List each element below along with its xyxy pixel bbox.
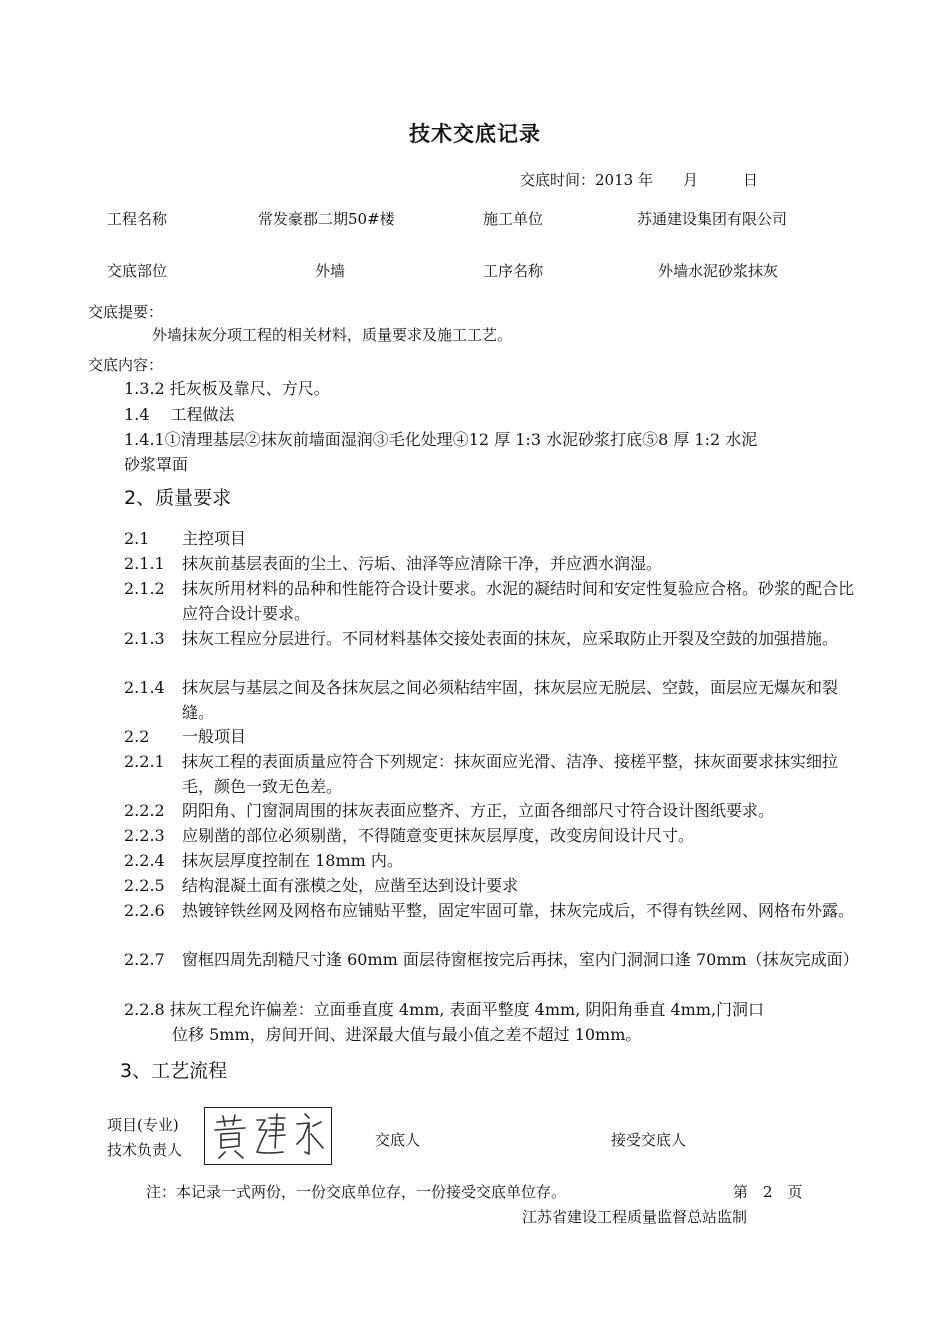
- content-line-1-4: 1.4 工程做法: [124, 405, 235, 424]
- item-number: 2.2.5: [124, 876, 165, 895]
- item-number: 2.1: [124, 529, 150, 548]
- item-number: 2.2.3: [124, 826, 165, 845]
- item-number: 2.1.4: [124, 678, 165, 697]
- item-2-2-8-cont: 位移 5mm，房间开间、进深最大值与最小值之差不超过 10mm。: [172, 1025, 642, 1044]
- construction-unit-label: 施工单位: [483, 210, 544, 228]
- content-line-1-4-1: 1.4.1①清理基层②抹灰前墙面湿润③毛化处理④12 厚 1:3 水泥砂浆打底⑤8 厚 1:2 水泥: [124, 430, 758, 449]
- item-number: 2.1.3: [124, 629, 165, 648]
- item-number: 2.2.1: [124, 752, 165, 771]
- item-text: 抹灰所用材料的品种和性能符合设计要求。水泥的凝结时间和安定性复验应合格。砂浆的配合比应符合设计要求。: [182, 579, 855, 623]
- item-text: 热镀锌铁丝网及网格布应铺贴平整，固定牢固可靠，抹灰完成后，不得有铁丝网、网格布外露。: [182, 901, 855, 920]
- item-text: 窗框四周先刮糙尺寸逢 60mm 面层待窗框按完后再抹，室内门洞洞口逢 70mm（抹灰完成面）: [182, 950, 859, 969]
- summary-label: 交底提要：: [88, 303, 164, 321]
- footer-note: 注：本记录一式两份，一份交底单位存，一份接受交底单位存。: [146, 1183, 567, 1201]
- item-number: 2.2.2: [124, 801, 165, 820]
- item-text: 抹灰前基层表面的尘土、污垢、油泽等应清除干净，并应洒水润湿。: [182, 554, 663, 573]
- process-name-value: 外墙水泥砂浆抹灰: [658, 262, 779, 280]
- item-text: 阴阳角、门窗洞周围的抹灰表面应整齐、方正，立面各细部尺寸符合设计图纸要求。: [182, 801, 775, 820]
- project-name-label: 工程名称: [107, 210, 168, 228]
- item-text: 结构混凝土面有涨模之处，应凿至达到设计要求: [182, 876, 519, 895]
- item-number: 2.2.4: [124, 851, 165, 870]
- item-text: 抹灰层厚度控制在 18mm 内。: [182, 851, 403, 870]
- section-3-heading: 3、工艺流程: [120, 1060, 228, 1082]
- content-line-1-4-1-cont: 砂浆罩面: [124, 455, 189, 474]
- section-2-heading: 2、质量要求: [124, 487, 232, 509]
- item-text: 主控项目: [182, 529, 247, 548]
- tech-lead-label-line1: 项目(专业): [107, 1116, 179, 1134]
- item-text: 抹灰层与基层之间及各抹灰层之间必须粘结牢固，抹灰层应无脱层、空鼓，面层应无爆灰和裂缝。: [182, 678, 839, 722]
- page-number: 第 2 页: [733, 1183, 803, 1201]
- item-number: 2.1.1: [124, 554, 165, 573]
- disclosure-date: 交底时间：2013 年 月 日: [520, 171, 758, 189]
- item-text: 抹灰工程应分层进行。不同材料基体交接处表面的抹灰，应采取防止开裂及空鼓的加强措施。: [182, 629, 839, 648]
- handwritten-signature: [205, 1108, 331, 1164]
- item-number: 2.2.7: [124, 950, 165, 969]
- supervisor-credit: 江苏省建设工程质量监督总站监制: [522, 1208, 748, 1226]
- disclosure-part-label: 交底部位: [107, 262, 168, 280]
- page-title: 技术交底记录: [409, 122, 541, 146]
- receiver-label: 接受交底人: [611, 1131, 687, 1149]
- item-number: 2.2: [124, 727, 150, 746]
- item-text: 一般项目: [182, 727, 247, 746]
- project-name-value: 常发豪郡二期50#楼: [258, 210, 395, 228]
- content-line-1-3-2: 1.3.2 托灰板及靠尺、方尺。: [124, 379, 330, 398]
- item-number: 2.1.2: [124, 579, 165, 598]
- signature-box: [204, 1107, 332, 1165]
- disclosure-part-value: 外墙: [315, 262, 346, 280]
- item-text: 抹灰工程的表面质量应符合下列规定：抹灰面应光滑、洁净、接槎平整，抹灰面要求抹实细拉毛，颜色一致无色差。: [182, 752, 839, 796]
- discloser-label: 交底人: [375, 1131, 421, 1149]
- process-name-label: 工序名称: [483, 262, 544, 280]
- item-number: 2.2.6: [124, 901, 165, 920]
- item-text: 应剔凿的部位必须剔凿，不得随意变更抹灰层厚度，改变房间设计尺寸。: [182, 826, 695, 845]
- summary-text: 外墙抹灰分项工程的相关材料，质量要求及施工工艺。: [152, 326, 513, 344]
- construction-unit-value: 苏通建设集团有限公司: [637, 210, 788, 228]
- content-label: 交底内容：: [88, 356, 164, 374]
- tech-lead-label-line2: 技术负责人: [107, 1141, 183, 1159]
- item-2-2-8: 2.2.8 抹灰工程允许偏差：立面垂直度 4mm, 表面平整度 4mm, 阴阳角垂直 4mm,门洞口: [124, 1000, 765, 1019]
